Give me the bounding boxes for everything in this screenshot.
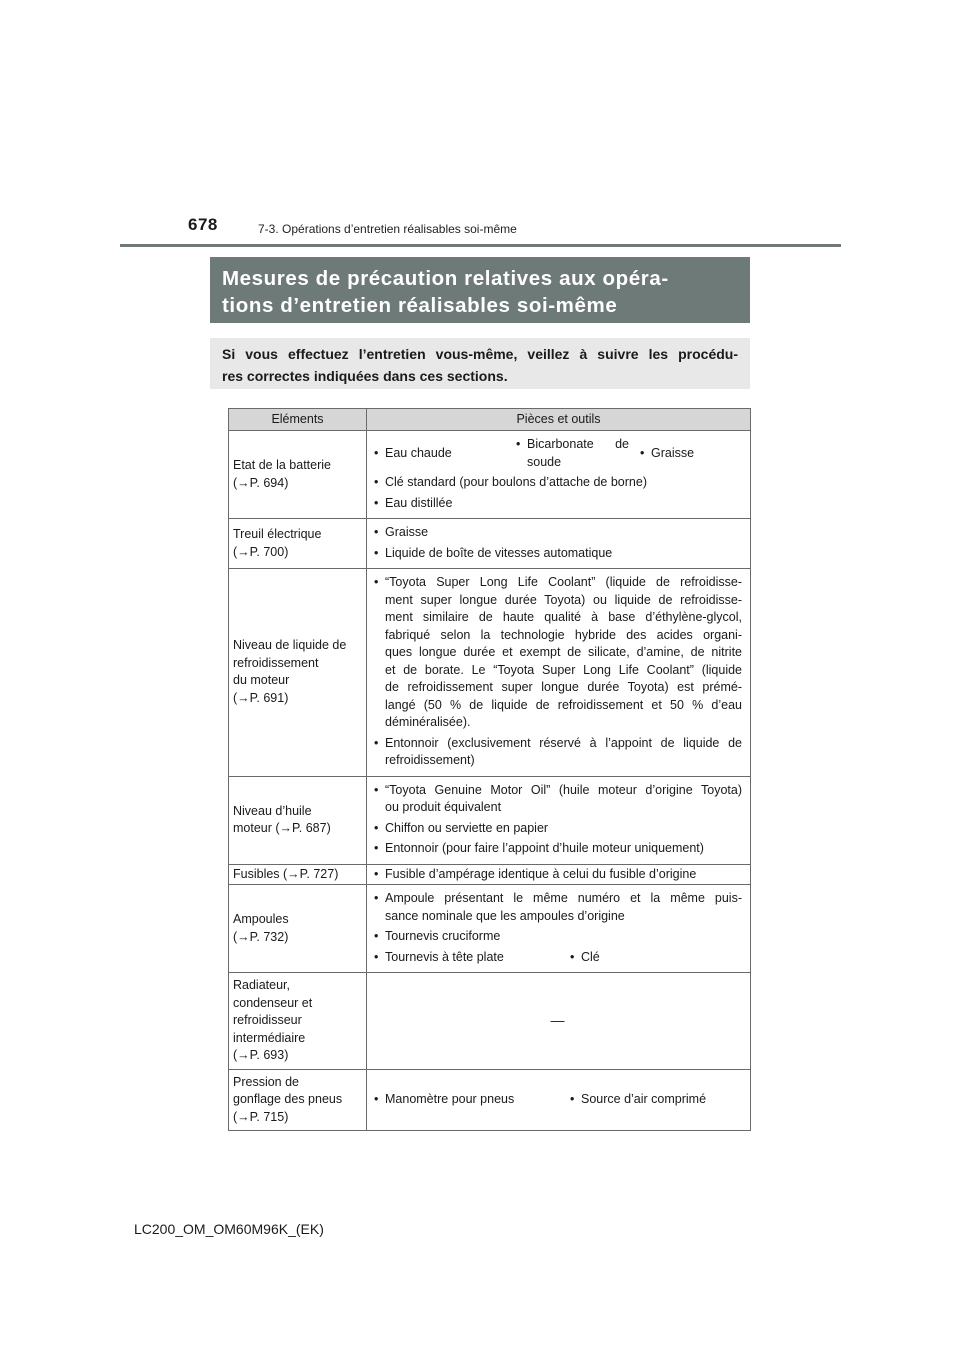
parts-cell: [367, 519, 751, 569]
item-text: • Clé standard (pour boulons d’attache de borne): [385, 475, 647, 489]
table-row: [229, 885, 751, 973]
element-line: Pression de: [233, 1074, 300, 1089]
element-line: (→P. 715): [233, 1109, 289, 1124]
element-line: refroidisseur: [233, 1013, 302, 1027]
item-text: • Bicarbonate de: [527, 437, 629, 451]
list-item: [373, 524, 742, 542]
item-text: • Source d’air comprimé: [581, 1091, 707, 1106]
element-line: Etat de la batterie: [233, 458, 331, 472]
parts-row: [373, 1091, 742, 1109]
element-cell: [229, 569, 367, 777]
element-cell: [229, 885, 367, 973]
item-text: • Graisse: [651, 445, 695, 460]
element-line: (→P. 691): [233, 690, 289, 705]
list-item: [373, 1091, 569, 1109]
element-line: gonflage des pneus: [233, 1092, 343, 1106]
item-text: • Graisse: [385, 525, 429, 539]
item-text: • Ampoule présentant le même numéro et la même puis-: [385, 891, 742, 905]
element-line: (→P. 732): [233, 929, 289, 944]
parts-cell-empty: [367, 973, 751, 1070]
item-text: langé (50 % de liquide de refroidissement et 50 % d’eau: [385, 697, 742, 712]
item-text: refroidissement): [385, 753, 475, 767]
element-line: Treuil électrique: [233, 527, 322, 541]
list-item: [373, 890, 742, 925]
element-line: (→P. 700): [233, 544, 289, 559]
list-item: [373, 735, 742, 770]
element-cell: [229, 1069, 367, 1131]
title-line-2: tions d’entretien réalisables soi-même: [222, 294, 618, 317]
list-item: [373, 949, 569, 967]
item-text: de refroidissement super longue durée Toyota) est prémé-: [385, 680, 742, 694]
item-text: sance nominale que les ampoules d’origine: [385, 908, 625, 923]
list-item: [569, 949, 600, 967]
element-line: du moteur: [233, 673, 290, 688]
list-item: [373, 445, 515, 463]
element-line: Niveau d’huile: [233, 803, 312, 818]
item-text: • Entonnoir (pour faire l’appoint d’huile moteur uniquement): [385, 841, 704, 855]
parts-cell: [367, 864, 751, 885]
element-line: moteur (→P. 687): [233, 821, 331, 835]
table-header-row: [229, 409, 751, 431]
column-header-elements: Eléments: [229, 409, 367, 431]
document-code: LC200_OM_OM60M96K_(EK): [134, 1221, 324, 1237]
element-line: Niveau de liquide de: [233, 638, 347, 653]
table-row: [229, 569, 751, 777]
table-row: [229, 864, 751, 885]
parts-row: [373, 436, 742, 471]
item-text: • Manomètre pour pneus: [385, 1091, 515, 1106]
parts-table: [228, 408, 751, 1131]
item-text: et de borate. Le “Toyota Super Long Life Coolant” (liquide: [385, 662, 742, 677]
list-item: [373, 495, 742, 513]
parts-cell: [367, 1069, 751, 1131]
list-item: [373, 574, 742, 732]
item-text: • Liquide de boîte de vitesses automatique: [385, 545, 613, 560]
element-cell: [229, 864, 367, 885]
item-text: fabriqué selon la technologie hybride des acides organi-: [385, 627, 742, 642]
table-row: [229, 1069, 751, 1131]
list-item: [373, 820, 742, 838]
list-item: [639, 445, 694, 463]
list-item: [373, 474, 742, 492]
item-text: • “Toyota Super Long Life Coolant” (liquide de refroidisse-: [385, 575, 742, 589]
item-text: • “Toyota Genuine Motor Oil” (huile moteur d’origine Toyota): [385, 782, 742, 797]
parts-cell: [367, 885, 751, 973]
item-text: ou produit équivalent: [385, 800, 502, 814]
element-line: refroidissement: [233, 655, 319, 670]
parts-cell: [367, 431, 751, 519]
item-text: • Clé: [581, 949, 600, 964]
item-text: ment super longue durée Toyota) ou liquide de refroidisse-: [385, 592, 742, 607]
item-text: • Entonnoir (exclusivement réservé à l’appoint de liquide de: [385, 735, 742, 750]
parts-row: [373, 949, 742, 967]
table-row: [229, 776, 751, 864]
list-item: [569, 1091, 706, 1109]
element-cell: [229, 431, 367, 519]
title-line-1: Mesures de précaution relatives aux opéra-: [222, 267, 669, 290]
item-text: soude: [527, 454, 562, 469]
element-line: Radiateur,: [233, 978, 290, 992]
item-text: ques longue durée et exempt de silicate, d’amine, de nitrite: [385, 645, 742, 659]
element-line: Fusibles (→P. 727): [233, 866, 339, 881]
item-text: • Fusible d’ampérage identique à celui du fusible d’origine: [385, 866, 697, 881]
element-line: intermédiaire: [233, 1030, 306, 1045]
list-item: [373, 928, 742, 946]
list-item: [515, 436, 629, 471]
item-text: • Tournevis cruciforme: [385, 929, 501, 943]
section-reference: 7-3. Opérations d’entretien réalisables soi-même: [258, 222, 517, 236]
list-item: [373, 866, 742, 884]
element-cell: [229, 973, 367, 1070]
column-header-parts: Pièces et outils: [367, 409, 751, 431]
list-item: [373, 545, 742, 563]
intro-box: [210, 338, 750, 389]
page-number: 678: [188, 215, 218, 234]
item-text: • Tournevis à tête plate: [385, 949, 504, 964]
intro-line-1: Si vous effectuez l’entretien vous-même, veillez à suivre les procédu-: [222, 346, 738, 362]
element-cell: [229, 776, 367, 864]
list-item: [373, 782, 742, 817]
item-text: • Chiffon ou serviette en papier: [385, 820, 549, 835]
parts-cell: [367, 569, 751, 777]
element-cell: [229, 519, 367, 569]
item-text: • Eau distillée: [385, 495, 453, 510]
table-row: [229, 973, 751, 1070]
table-row: [229, 431, 751, 519]
table-row: [229, 519, 751, 569]
list-item: [373, 840, 742, 858]
dash-mark: —: [550, 1011, 565, 1028]
parts-cell: [367, 776, 751, 864]
element-line: (→P. 693): [233, 1048, 289, 1062]
element-line: condenseur et: [233, 995, 313, 1010]
intro-line-2: res correctes indiquées dans ces sections.: [222, 368, 508, 384]
element-line: (→P. 694): [233, 475, 289, 490]
item-text: • Eau chaude: [385, 445, 452, 460]
item-text: ment similaire de haute qualité à base d’éthylène-glycol,: [385, 610, 742, 624]
header-rule: [120, 244, 841, 247]
section-title: [210, 257, 750, 323]
element-line: Ampoules: [233, 912, 289, 926]
item-text: déminéralisée).: [385, 715, 471, 729]
